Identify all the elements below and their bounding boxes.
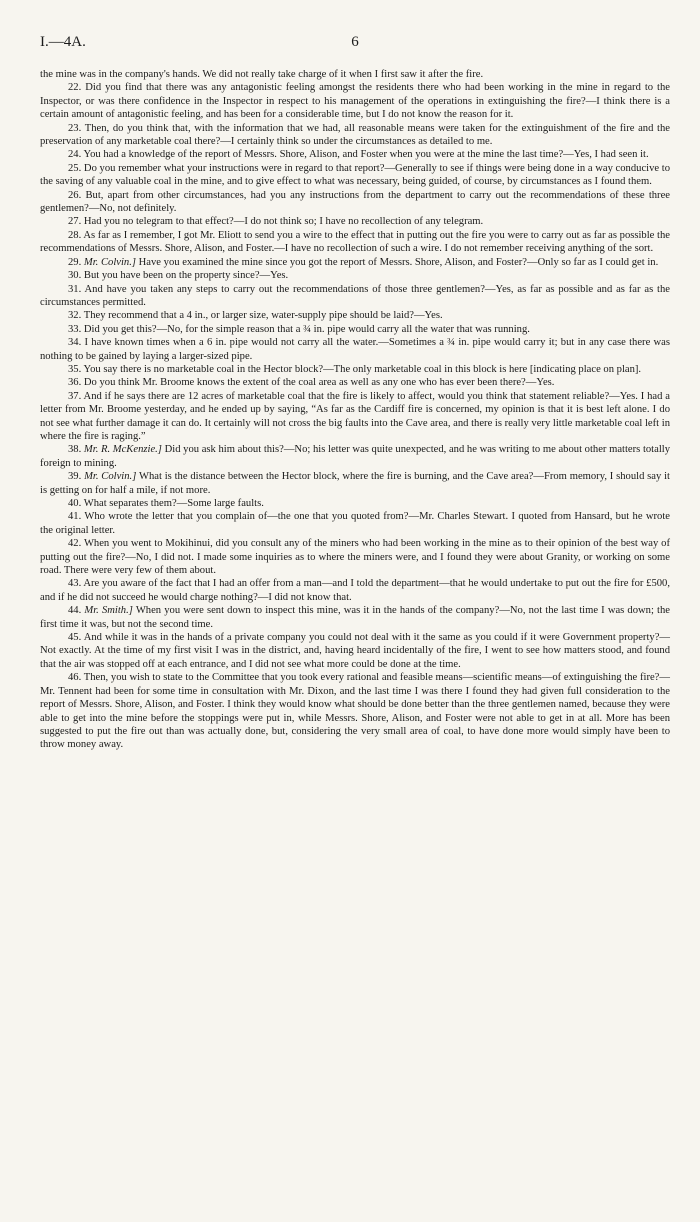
- page-number: 6: [351, 34, 359, 50]
- question-number: 30.: [68, 270, 82, 282]
- speaker-name: Mr. R. McKenzie.]: [83, 444, 162, 456]
- question-text: You had a knowledge of the report of Messrs. Shore, Alison, and Foster when you were at the mine the last time?—Yes, I had seen it.: [83, 149, 649, 161]
- opening-paragraph: the mine was in the company's hands. We did not really take charge of it when I first saw it after the fire.: [40, 69, 484, 80]
- question-number: 32.: [68, 310, 82, 322]
- question-text: Did you get this?—No, for the simple reason that a ¾ in. pipe would carry all the water that was running.: [83, 323, 530, 335]
- question-paragraph: [40, 470, 670, 497]
- question-number: 44.: [68, 605, 82, 617]
- question-text: Then, do you think that, with the information that we had, all reasonable means were taken for the extinguishment of the fire and the preservation of any marketable coal there?—I certainly think so under the circumstances as detailed to me.: [40, 122, 670, 148]
- question-text: Did you find that there was any antagonistic feeling amongst the residents there who had been working in the mine in regard to the Inspector, or was there confidence in the Inspector in respect to his management of the operations in extinguishing the fire?—I think there is a certain amount of antagonistic feeling, and has been for a considerable time, but I do not know the reason for it.: [40, 82, 670, 121]
- question-paragraph: [40, 122, 670, 149]
- speaker-name: Mr. Colvin.]: [84, 471, 137, 483]
- question-text: When you were sent down to inspect this mine, was it in the hands of the company?—No, not the last time I was down; the first time it was, but not the second time.: [40, 605, 670, 630]
- question-text: But you have been on the property since?—Yes.: [83, 270, 289, 282]
- speaker-name: Mr. Smith.]: [84, 605, 133, 617]
- question-text: And while it was in the hands of a private company you could not deal with it the same as you could if it were Government property?—Not exactly. At the time of my first visit I was in the district, and, having heard incidentally of the fire, I went to see how matters stood, and found that the air was stopped off at each entrance, and I did not see what more could be done at the time.: [40, 632, 670, 670]
- question-number: 26.: [68, 189, 82, 201]
- question-text: I have known times when a 6 in. pipe would not carry all the water.—Sometimes a ¾ in. pipe would carry it; but in any case there was nothing to be gained by laying a larger-sized pipe.: [40, 337, 670, 362]
- question-text: You say there is no marketable coal in the Hector block?—The only marketable coal in this block is here [indicating place on plan].: [83, 363, 642, 375]
- question-text: Are you aware of the fact that I had an offer from a man—and I told the department—that he would undertake to put out the fire for £500, and if he did not succeed he would charge nothing?—I did not know that.: [40, 578, 670, 603]
- question-paragraph: [40, 510, 670, 537]
- question-paragraph: [40, 363, 670, 376]
- question-number: 24.: [68, 149, 82, 161]
- question-number: 34.: [68, 337, 82, 349]
- body-text: [40, 68, 670, 752]
- question-paragraph: [40, 390, 670, 444]
- question-text: Do you think Mr. Broome knows the extent of the coal area as well as any one who has ever been there?—Yes.: [83, 377, 555, 389]
- question-paragraph: [40, 256, 670, 269]
- question-number: 29.: [68, 256, 82, 268]
- question-number: 38.: [68, 444, 82, 456]
- question-text: What is the distance between the Hector block, where the fire is burning, and the Cave area?—From memory, I should say it is getting on for half a mile, if not more.: [40, 471, 670, 496]
- question-number: 22.: [68, 82, 82, 94]
- question-paragraph: [40, 81, 670, 121]
- question-paragraph: [40, 215, 670, 228]
- question-text: And if he says there are 12 acres of marketable coal that the fire is likely to affect, would you think that statement reliable?—Yes. I had a letter from Mr. Broome yesterday, and he ended up by saying, “As far as the Cardiff fire is concerned, my opinion is that it is best left alone. I do not see what further damage it can do. It certainly will not cross the big faults into the Cave area, and there is really very little marketable coal left in where the fire is raging.”: [40, 390, 670, 442]
- question-number: 39.: [68, 471, 82, 483]
- question-paragraph: [40, 309, 670, 322]
- question-number: 25.: [68, 162, 82, 174]
- question-paragraph: [40, 671, 670, 751]
- question-number: 23.: [68, 122, 82, 134]
- question-text: What separates them?—Some large faults.: [83, 498, 264, 509]
- question-paragraph: [40, 323, 670, 336]
- question-number: 27.: [68, 216, 82, 228]
- question-paragraph: [40, 497, 670, 510]
- question-number: 33.: [68, 323, 82, 335]
- question-number: 31.: [68, 283, 82, 295]
- question-number: 41.: [68, 511, 82, 523]
- question-number: 42.: [68, 538, 82, 550]
- question-number: 37.: [68, 390, 82, 402]
- document-reference: I.—4A.: [40, 34, 86, 50]
- question-text: Who wrote the letter that you complain of—the one that you quoted from?—Mr. Charles Stewart. I quoted from Hansard, but he wrote the original letter.: [40, 511, 670, 536]
- question-text: As far as I remember, I got Mr. Eliott to send you a wire to the effect that in putting out the fire you were to carry out as far as possible the recommendations of Messrs. Shore, Alison, and Foster.—I have no recollection of such a wire. I do not remember receiving anything of the sort.: [40, 229, 670, 255]
- question-text: But, apart from other circumstances, had you any instructions from the department to carry out the recommendations of these three gentlemen?—No, not definitely.: [40, 189, 670, 215]
- question-number: 45.: [68, 632, 82, 644]
- question-paragraph: [40, 336, 670, 363]
- question-number: 36.: [68, 377, 82, 389]
- question-paragraph: [40, 577, 670, 604]
- question-number: 28.: [68, 229, 82, 241]
- speaker-name: Mr. Colvin.]: [83, 256, 136, 268]
- question-paragraph: [40, 283, 670, 310]
- question-paragraph: [40, 604, 670, 631]
- question-text: Did you ask him about this?—No; his letter was quite unexpected, and he was writing to me about other matters totally foreign to mining.: [40, 444, 671, 469]
- question-number: 35.: [68, 363, 82, 375]
- question-paragraph: [40, 162, 670, 189]
- question-paragraph: [40, 631, 670, 671]
- question-number: 40.: [68, 498, 82, 509]
- question-text: They recommend that a 4 in., or larger size, water-supply pipe should be laid?—Yes.: [83, 310, 443, 322]
- question-paragraph: [40, 189, 670, 216]
- question-paragraph: [40, 537, 670, 577]
- question-text: Had you no telegram to that effect?—I do not think so; I have no recollection of any telegram.: [83, 216, 484, 228]
- question-paragraph: [40, 229, 670, 256]
- question-list: [40, 81, 670, 751]
- question-number: 43.: [68, 578, 82, 590]
- question-text: Then, you wish to state to the Committee that you took every rational and feasible means—scientific means—of extinguishing the fire?—Mr. Tennent had been for some time in consultation with Mr. Dixon, and the last time I was there I found they had given full consideration to the report of Messrs. Shore, Alison, and Foster. I think they would know what should be done better than the three gentlemen named, because they were able to get into the mine before the stoppings were put in, while Messrs. Shore, Alison, and Foster were not able to get in at all. More has been suggested to put the fire out than was actually done, but, considering the very small area of coal, to have done more would simply have been to throw money away.: [40, 672, 670, 751]
- question-text: Do you remember what your instructions were in regard to that report?—Generally to see if things were being done in a way conducive to the saving of any valuable coal in the mine, and to give effect to what was necessary, being guided, of course, by circumstances as I found them.: [40, 162, 670, 188]
- question-text: And have you taken any steps to carry out the recommendations of those three gentlemen?—Yes, as far as possible and as far as the circumstances permitted.: [40, 283, 670, 308]
- question-text: When you went to Mokihinui, did you consult any of the miners who had been working in the mine as to their opinion of the best way of putting out the fire?—No, I did not. I made some inquiries as to where the miners were, and I found they were about Granity, or working on some road. There were very few of them about.: [40, 538, 670, 577]
- question-paragraph: [40, 269, 670, 282]
- question-paragraph: [40, 376, 670, 389]
- question-paragraph: [40, 443, 670, 470]
- question-text: Have you examined the mine since you got the report of Messrs. Shore, Alison, and Foster?—Only so far as I could get in.: [138, 256, 659, 268]
- page-header: [40, 26, 670, 52]
- question-number: 46.: [68, 672, 82, 684]
- question-paragraph: [40, 148, 670, 161]
